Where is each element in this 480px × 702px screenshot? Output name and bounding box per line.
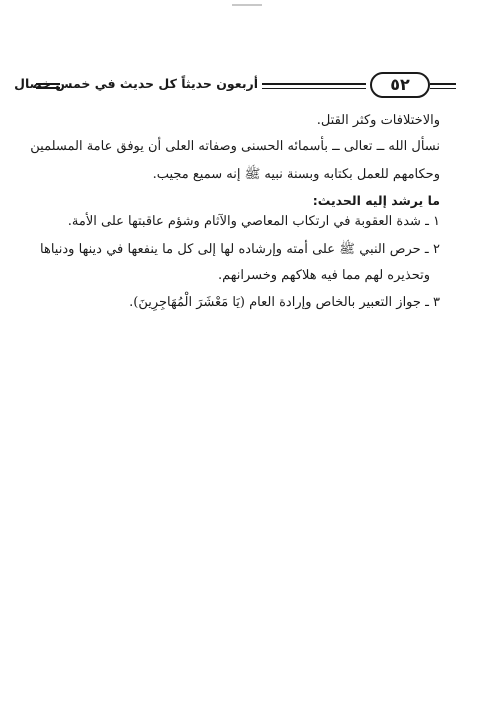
header-rule-right: [430, 83, 456, 89]
point-2-line-1: ٢ ـ حرص النبي ﷺ على أمته وإرشاده لها إلى كل ما ينفعها في دينها ودنياها: [40, 242, 440, 257]
point-2-line-2: وتحذيره لهم مما فيه هلاكهم وخسرانهم.: [217, 268, 430, 283]
page-number: ٥٢: [370, 72, 430, 98]
body-line-3: وحكامهم للعمل بكتابه وبسنة نبيه ﷺ إنه سميع مجيب.: [152, 167, 440, 182]
section-heading: ما يرشد إليه الحديث:: [312, 193, 440, 208]
point-1: ١ ـ شدة العقوبة في ارتكاب المعاصي والآثام وشؤم عاقبتها على الأمة.: [67, 214, 440, 229]
body-line-2: نسأل الله ــ تعالى ــ بأسمائه الحسنى وصفاته العلى أن يوفق عامة المسلمين: [30, 139, 440, 154]
body-line-1: والاختلافات وكثر القتل.: [316, 113, 440, 128]
page-header: [14, 72, 456, 102]
header-rule-middle: [262, 83, 366, 89]
top-scan-mark: [232, 4, 262, 6]
running-title: أربعون حديثاً كل حديث في خمس خصال: [14, 76, 258, 91]
point-3: ٣ ـ جواز التعبير بالخاص وإرادة العام (يَا مَعْشَرَ الْمُهَاجِرِينَ).: [129, 295, 440, 310]
